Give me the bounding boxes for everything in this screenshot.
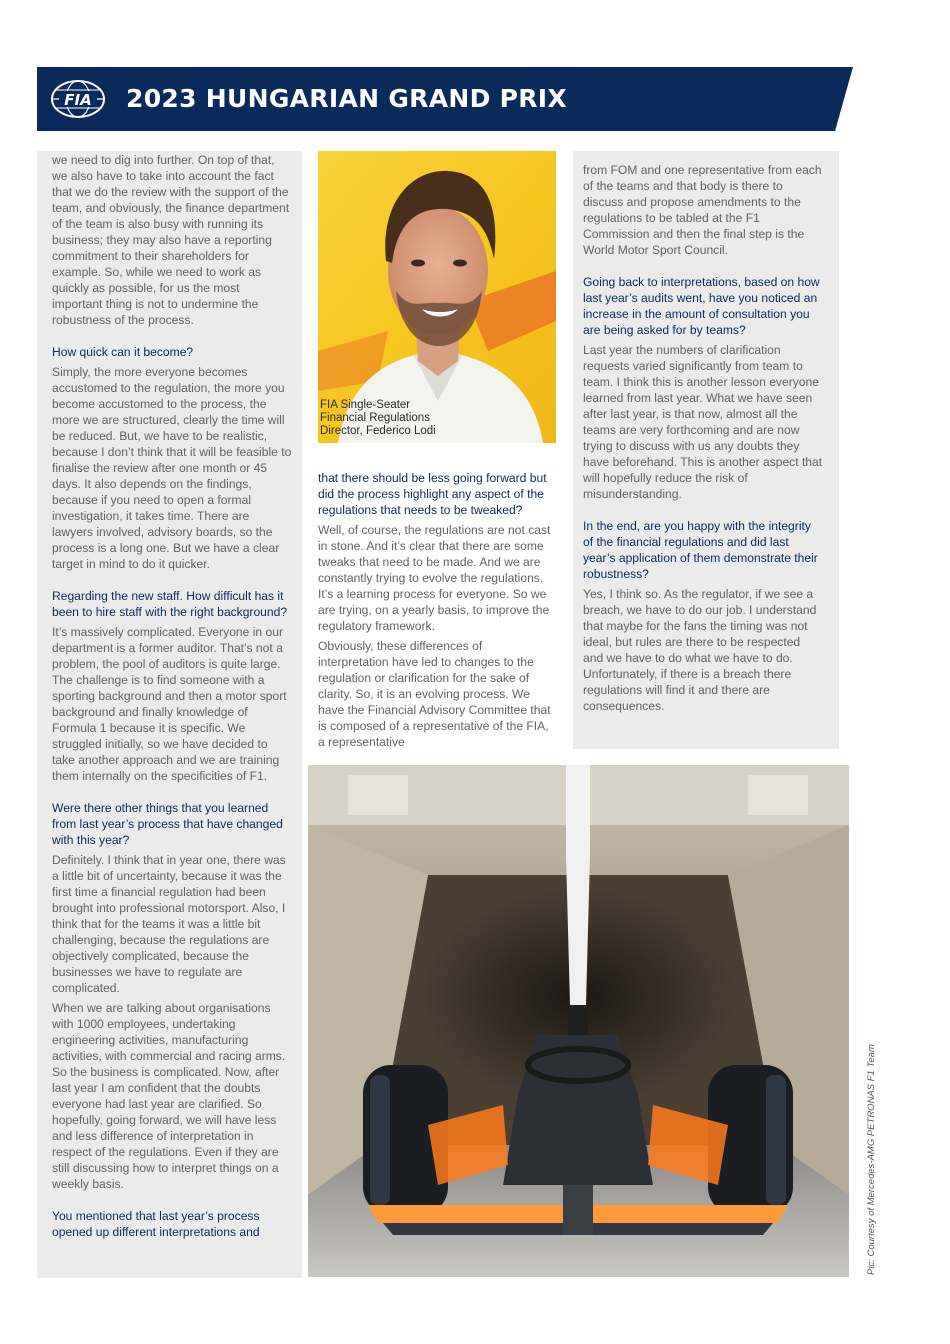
question-heading: You mentioned that last year’s process opened up different interpretations and: [52, 1209, 260, 1239]
paragraph: Obviously, these differences of interpretation have led to changes to the regulation or clarification for the sake of clarity. So, it is an evolving process. We have the Financial Advisory Committee that is composed of a representative of the FIA, a representative: [318, 639, 551, 749]
question-heading: Going back to interpretations, based on how last year’s audits went, have you noticed an increase in the amount of consultation you are being asked for by teams?: [583, 275, 820, 337]
fia-logo-text: FIA: [64, 91, 92, 109]
paragraph: Definitely. I think that in year one, there was a little bit of uncertainty, because it was the first time a financial regulation had been brought into professional motorsport. Also, I think that for the teams it was a little bit challenging, because the regulations are objectively complicated, because the businesses we have to regulate are complicated.: [52, 853, 286, 995]
question-heading: that there should be less going forward but did the process highlight any aspect of the regulations that needs to be tweaked?: [318, 471, 547, 517]
paragraph: When we are talking about organisations with 1000 employees, undertaking engineering activities, manufacturing activities, with commercial and racing arms. So the business is complicated. Now, after last year I am confident that the doubts everyone had last year are clarified. So hopefully, going forward, we will have less and less difference of interpretation in respect of the regulations. Even if they are still discussing how to interpret things on a weekly basis.: [52, 1001, 286, 1191]
wind-tunnel-car-photo: [308, 765, 849, 1277]
paragraph: Simply, the more everyone becomes accustomed to the regulation, the more you become accustomed to the process, the more we are structured, clearly the time will be reduced. But, we have to be realistic, because I don’t think that it will be feasible to finalise the review after one month or 45 days. It also depends on the findings, because if you need to open a formal investigation, it takes time. There are lawyers involved, advisory boards, so the process is a long one. But we have a clear target in mind to do it quicker.: [52, 365, 292, 571]
photo-credit: Pic: Courtesy of Mercedes-AMG PETRONAS F1 Team: [866, 1044, 877, 1275]
page-title: 2023 HUNGARIAN GRAND PRIX: [126, 84, 567, 113]
column-3: [583, 162, 823, 718]
question-heading: How quick can it become?: [52, 345, 194, 359]
column-1: [52, 152, 292, 1244]
fia-logo-icon: [50, 79, 106, 119]
photo-caption: FIA Single-Seater Financial Regulations Director, Federico Lodi: [320, 399, 436, 437]
paragraph: Last year the numbers of clarification requests varied significantly from team to team. I think this is another lesson everyone learned from last year. What we have seen after last year, is that now, almost all the teams are very forthcoming and are now trying to discuss with us any doubts they have beforehand. This is another aspect that will hopefully reduce the risk of misunderstanding.: [583, 343, 823, 501]
paragraph: It’s massively complicated. Everyone in our department is a former auditor. That’s not a problem, the pool of auditors is quite large. The challenge is to find someone with a sporting background and then a motor sport background and finally knowledge of Formula 1 because it is specific. We struggled initially, so we have decided to take another approach and we are training them internally on the specificities of F1.: [52, 625, 287, 783]
question-heading: In the end, are you happy with the integrity of the financial regulations and did last year’s application of them demonstrate their robustness?: [583, 519, 818, 581]
question-heading: Were there other things that you learned from last year’s process that have changed with this year?: [52, 801, 283, 847]
paragraph: Well, of course, the regulations are not cast in stone. And it’s clear that there are some tweaks that need to be made. And we are constantly trying to evolve the regulations. It’s a learning process for everyone. So we are trying, on a yearly basis, to improve the regulatory framework.: [318, 523, 551, 633]
question-heading: Regarding the new staff. How difficult has it been to hire staff with the right background?: [52, 589, 288, 619]
paragraph: we need to dig into further. On top of that, we also have to take into account the fact that we do the review with the support of the team, and obviously, the finance department of the team is also busy with running its business; they may also have a reporting commitment to their shareholders for example. So, while we need to work as quickly as possible, for us the most important thing is not to undermine the robustness of the process.: [52, 153, 290, 327]
paragraph: Yes, I think so. As the regulator, if we see a breach, we have to do our job. I understand that maybe for the fans the timing was not ideal, but rules are there to be respected and we have to do what we have to do. Unfortunately, if there is a breach there regulations will find it and there are consequences.: [583, 587, 817, 713]
column-2: [318, 470, 554, 754]
paragraph: from FOM and one representative from each of the teams and that body is there to discuss and propose amendments to the regulations to be tabled at the F1 Commission and then the final step is the World Motor Sport Council.: [583, 163, 822, 257]
